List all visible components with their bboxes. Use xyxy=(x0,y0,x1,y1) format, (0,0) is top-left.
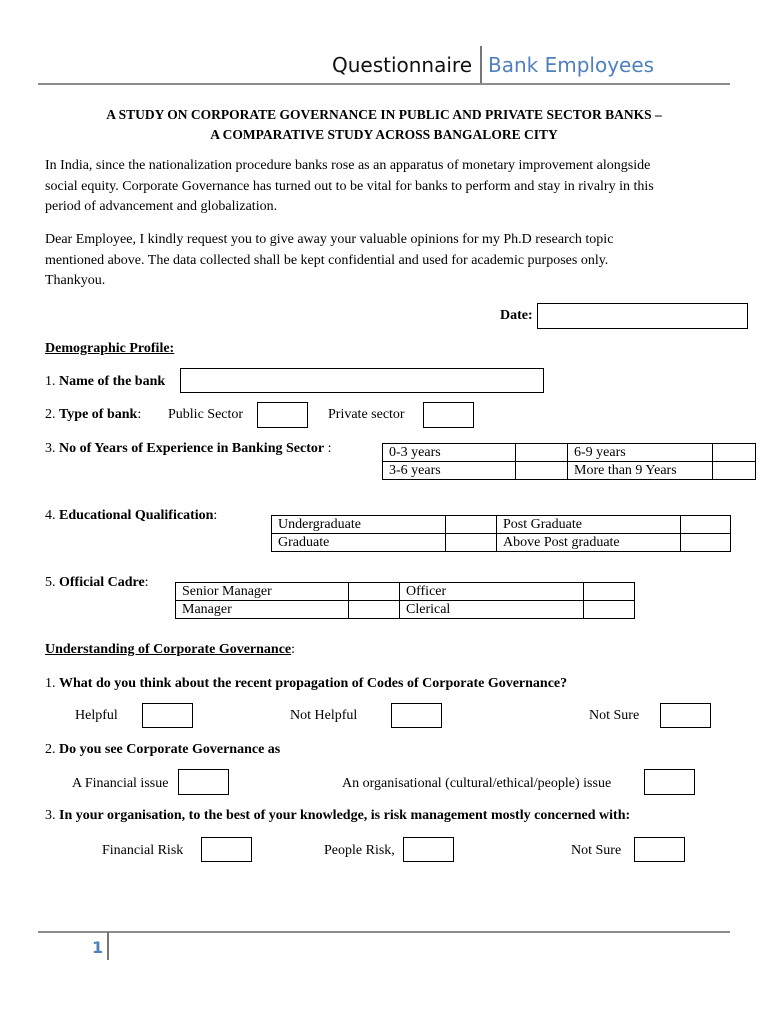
experience-option-label: 6-9 years xyxy=(568,444,713,462)
people-risk-label: People Risk, xyxy=(324,843,395,858)
experience-option-checkbox[interactable] xyxy=(713,444,756,462)
demo-q1-label: Name of the bank xyxy=(59,374,166,389)
table-row xyxy=(383,444,756,462)
helpful-checkbox[interactable] xyxy=(142,703,193,728)
demographic-heading: Demographic Profile: xyxy=(45,341,175,356)
table-row xyxy=(383,462,756,480)
organisational-issue-checkbox[interactable] xyxy=(644,769,695,795)
public-sector-checkbox[interactable] xyxy=(257,402,308,428)
date-label: Date: xyxy=(500,308,533,323)
demo-q5-number: 5. xyxy=(45,575,59,590)
bank-name-field[interactable] xyxy=(180,368,544,393)
not-helpful-label: Not Helpful xyxy=(290,708,358,723)
understanding-q2-label: Do you see Corporate Governance as xyxy=(59,742,281,757)
experience-option-checkbox[interactable] xyxy=(713,462,756,480)
demo-q1-number: 1. xyxy=(45,374,59,389)
demo-q2-colon: : xyxy=(137,407,142,422)
financial-issue-checkbox[interactable] xyxy=(178,769,229,795)
cadre-option-checkbox[interactable] xyxy=(584,601,635,619)
people-risk-checkbox[interactable] xyxy=(403,837,454,862)
understanding-q1-label: What do you think about the recent propagation of Codes of Corporate Governance? xyxy=(59,676,568,691)
table-row xyxy=(272,516,731,534)
demo-q3-number: 3. xyxy=(45,441,59,456)
public-sector-label: Public Sector xyxy=(168,407,244,422)
cadre-option-checkbox[interactable] xyxy=(349,583,400,601)
education-option-checkbox[interactable] xyxy=(446,516,497,534)
intro-paragraph-2 xyxy=(45,230,745,292)
table-row xyxy=(176,601,635,619)
understanding-heading-colon: : xyxy=(291,642,296,657)
study-title-line-1: A STUDY ON CORPORATE GOVERNANCE IN PUBLIC AND PRIVATE SECTOR BANKS – xyxy=(106,107,662,122)
private-sector-checkbox[interactable] xyxy=(423,402,474,428)
cadre-option-label: Officer xyxy=(400,583,584,601)
education-options-table xyxy=(271,515,731,552)
education-option-label: Graduate xyxy=(272,534,446,552)
education-option-checkbox[interactable] xyxy=(681,534,731,552)
understanding-q3 xyxy=(45,808,630,824)
understanding-q1 xyxy=(45,676,567,692)
education-option-checkbox[interactable] xyxy=(446,534,497,552)
understanding-heading xyxy=(45,642,295,658)
demo-q3 xyxy=(45,441,331,457)
intro-p2-line: mentioned above. The data collected shall be kept confidential and used for academic purposes only. xyxy=(45,252,609,268)
education-option-checkbox[interactable] xyxy=(681,516,731,534)
financial-risk-checkbox[interactable] xyxy=(201,837,252,862)
cadre-options-table xyxy=(175,582,635,619)
demo-q2 xyxy=(45,407,141,423)
not-helpful-checkbox[interactable] xyxy=(391,703,442,728)
demo-q4-number: 4. xyxy=(45,508,59,523)
financial-issue-label: A Financial issue xyxy=(72,776,169,791)
study-title-line-2: A COMPARATIVE STUDY ACROSS BANGALORE CITY xyxy=(210,127,558,142)
experience-option-label: More than 9 Years xyxy=(568,462,713,480)
helpful-label: Helpful xyxy=(75,708,118,723)
organisational-issue-label: An organisational (cultural/ethical/people) issue xyxy=(342,776,612,791)
education-option-label: Post Graduate xyxy=(497,516,681,534)
demo-q4 xyxy=(45,508,217,524)
demo-q2-number: 2. xyxy=(45,407,59,422)
page-number: 1 xyxy=(92,938,104,957)
not-sure-label: Not Sure xyxy=(589,708,640,723)
understanding-heading-text: Understanding of Corporate Governance xyxy=(45,642,292,657)
demo-q2-label: Type of bank xyxy=(59,407,138,422)
footer-divider xyxy=(107,932,109,960)
header-divider xyxy=(480,46,482,84)
understanding-q2-number: 2. xyxy=(45,742,59,757)
experience-options-table xyxy=(382,443,756,480)
cadre-option-label: Manager xyxy=(176,601,349,619)
date-field[interactable] xyxy=(537,303,748,329)
study-title xyxy=(40,105,728,145)
cadre-option-label: Clerical xyxy=(400,601,584,619)
intro-p2-line: Dear Employee, I kindly request you to give away your valuable opinions for my Ph.D research topic xyxy=(45,232,614,247)
demo-q4-label: Educational Qualification xyxy=(59,508,214,523)
risk-not-sure-checkbox[interactable] xyxy=(634,837,685,862)
demo-q1 xyxy=(45,374,165,390)
header-rule xyxy=(38,83,730,85)
experience-option-label: 0-3 years xyxy=(383,444,516,462)
header-right-title: Bank Employees xyxy=(488,53,655,77)
intro-p1-line: period of advancement and globalization. xyxy=(45,199,278,214)
footer-rule xyxy=(38,931,730,933)
table-row xyxy=(176,583,635,601)
experience-option-label: 3-6 years xyxy=(383,462,516,480)
education-option-label: Above Post graduate xyxy=(497,534,681,552)
cadre-option-label: Senior Manager xyxy=(176,583,349,601)
intro-p1-line: In India, since the nationalization procedure banks rose as an apparatus of monetary improvement alongside xyxy=(45,158,651,173)
demo-q5-colon: : xyxy=(144,575,149,590)
header-left-title: Questionnaire xyxy=(331,53,472,77)
understanding-q3-number: 3. xyxy=(45,808,59,823)
private-sector-label: Private sector xyxy=(328,407,405,422)
demo-q3-label: No of Years of Experience in Banking Sector xyxy=(59,441,325,456)
understanding-q2 xyxy=(45,742,280,758)
demo-q5 xyxy=(45,575,149,591)
cadre-option-checkbox[interactable] xyxy=(349,601,400,619)
demo-q3-colon: : xyxy=(324,441,332,456)
intro-p1-line: social equity. Corporate Governance has turned out to be vital for banks to perform and stay in rivalry in this xyxy=(45,178,654,194)
understanding-q1-number: 1. xyxy=(45,676,59,691)
understanding-q3-label: In your organisation, to the best of your knowledge, is risk management mostly concerned with: xyxy=(59,808,631,823)
cadre-option-checkbox[interactable] xyxy=(584,583,635,601)
intro-p2-line: Thankyou. xyxy=(45,273,106,288)
not-sure-checkbox[interactable] xyxy=(660,703,711,728)
risk-not-sure-label: Not Sure xyxy=(571,843,622,858)
experience-option-checkbox[interactable] xyxy=(516,444,568,462)
demo-q5-label: Official Cadre xyxy=(59,575,145,590)
experience-option-checkbox[interactable] xyxy=(516,462,568,480)
education-option-label: Undergraduate xyxy=(272,516,446,534)
demo-q4-colon: : xyxy=(213,508,218,523)
financial-risk-label: Financial Risk xyxy=(102,843,184,858)
table-row xyxy=(272,534,731,552)
intro-paragraph-1 xyxy=(45,156,745,218)
